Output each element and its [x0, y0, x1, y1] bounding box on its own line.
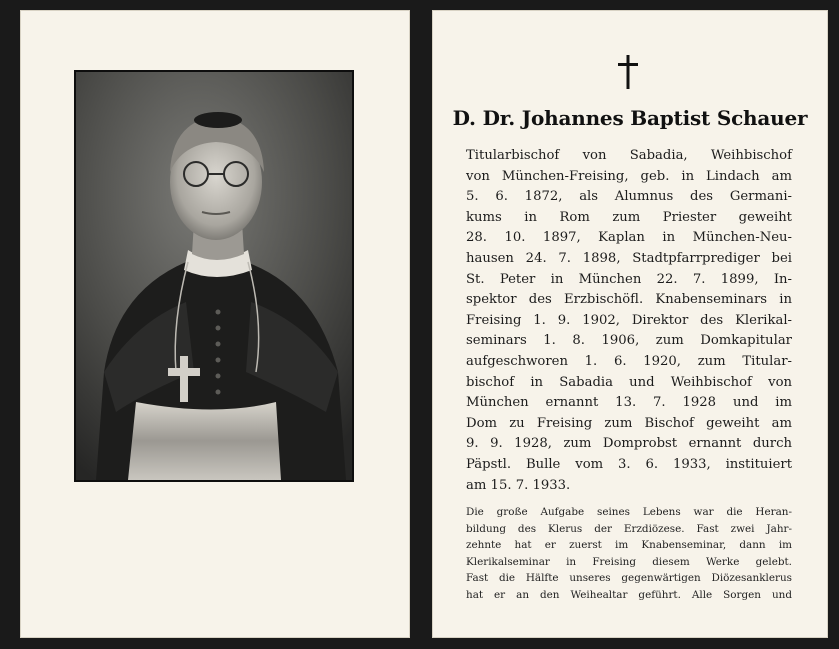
- biography-line: bischof in Sabadia und Weihbischof von: [466, 374, 792, 390]
- biography-line: seminars 1. 8. 1906, zum Domkapitular: [466, 333, 792, 349]
- cross-icon: [612, 52, 644, 92]
- biography-line: am 15. 7. 1933.: [466, 477, 571, 493]
- biography-line: 5. 6. 1872, als Alumnus des Germani-: [466, 189, 792, 205]
- biography-line: kums in Rom zum Priester geweiht: [466, 209, 792, 225]
- biography-line: St. Peter in München 22. 7. 1899, In-: [466, 271, 792, 287]
- biography-line: Päpstl. Bulle vom 3. 6. 1933, instituiert: [466, 456, 792, 472]
- biography-line: Titularbischof von Sabadia, Weihbischof: [466, 148, 792, 163]
- biography-line: 9. 9. 1928, zum Domprobst ernannt durch: [466, 436, 792, 452]
- biography-line: München ernannt 13. 7. 1928 und im: [466, 395, 792, 411]
- closing-line: Fast die Hälfte unseres gegenwärtigen Diözesanklerus: [466, 572, 792, 584]
- closing-line: Die große Aufgabe seines Lebens war die Heran-: [466, 506, 792, 518]
- biography-text: [466, 146, 792, 496]
- deceased-name: D. Dr. Johannes Baptist Schauer: [452, 106, 808, 130]
- biography-line: aufgeschworen 1. 6. 1920, zum Titular-: [466, 353, 792, 369]
- closing-line: hat er an den Weihealtar geführt. Alle Sorgen und: [466, 588, 792, 601]
- biography-line: 28. 10. 1897, Kaplan in München-Neu-: [466, 230, 792, 246]
- left-card: [20, 10, 410, 638]
- biography-line: spektor des Erzbischöfl. Knabenseminars in: [466, 292, 792, 308]
- closing-line: zehnte hat er zuerst im Knabenseminar, dann im: [466, 539, 792, 551]
- right-card: [432, 10, 828, 638]
- portrait-photo: [76, 72, 352, 480]
- closing-line: bildung des Klerus der Erzdiözese. Fast zwei Jahr-: [466, 522, 792, 535]
- biography-line: Freising 1. 9. 1902, Direktor des Klerikal-: [466, 312, 792, 328]
- biography-line: hausen 24. 7. 1898, Stadtpfarrprediger bei: [466, 250, 792, 266]
- closing-text: [466, 504, 792, 603]
- biography-line: von München-Freising, geb. in Lindach am: [466, 168, 792, 184]
- biography-line: Dom zu Freising zum Bischof geweiht am: [466, 415, 792, 431]
- portrait-frame: [74, 70, 354, 482]
- closing-line: Klerikalseminar in Freising diesem Werke gelebt.: [466, 555, 792, 568]
